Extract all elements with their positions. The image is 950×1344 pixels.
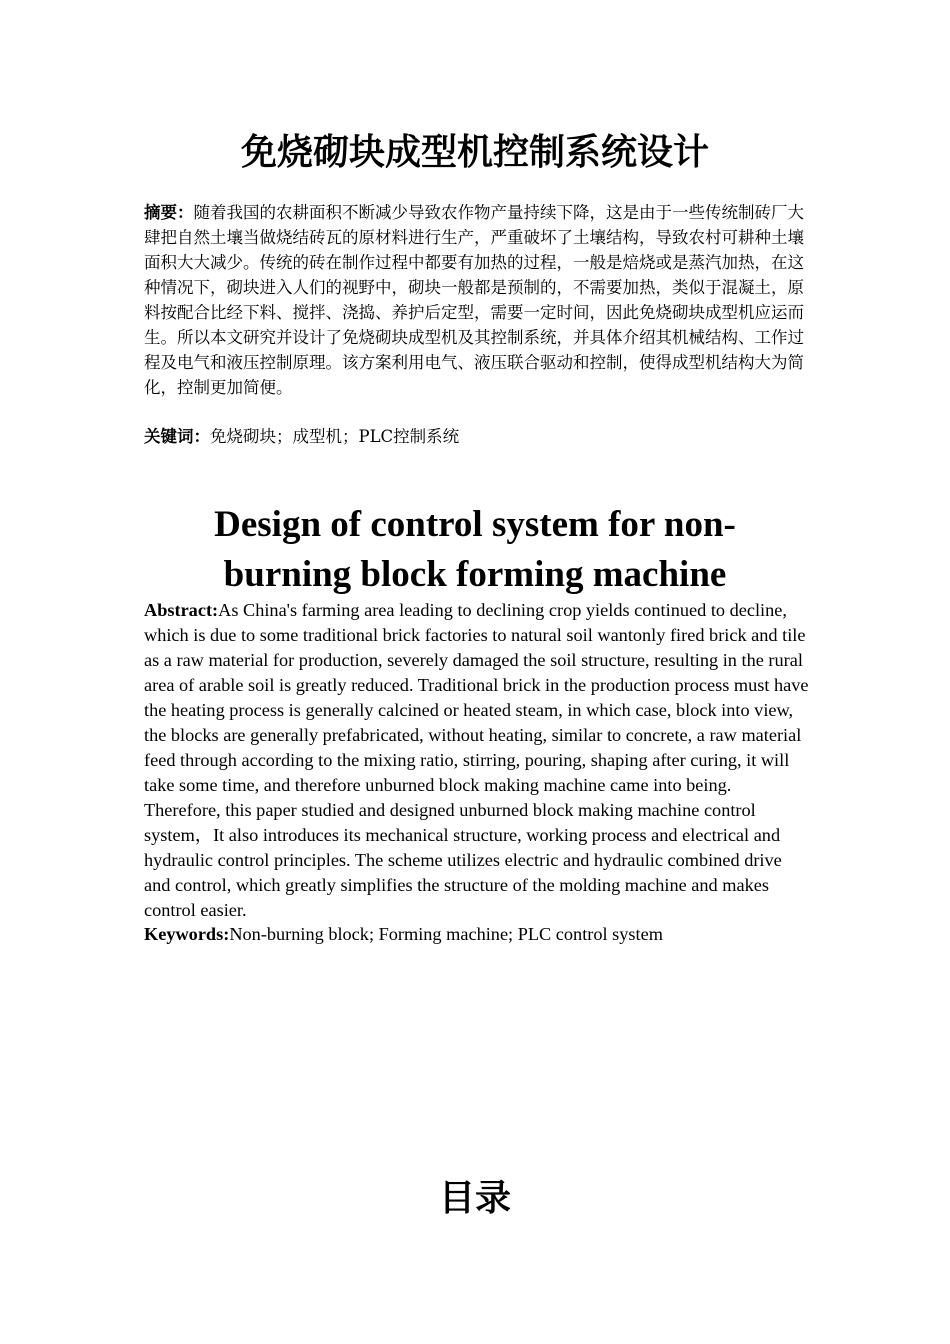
chinese-keywords bbox=[144, 424, 804, 449]
english-keywords-label: Keywords: bbox=[144, 924, 230, 944]
chinese-abstract-text: 随着我国的农耕面积不断减少导致农作物产量持续下降，这是由于一些传统制砖厂大肆把自然土壤当做烧结砖瓦的原材料进行生产，严重破坏了土壤结构，导致农村可耕种土壤面积大大减少。传统的砖在制作过程中都要有加热的过程，一般是焙烧或是蒸汽加热，在这种情况下，砌块进入人们的视野中，砌块一般都是预制的，不需要加热，类似于混凝土，原料按配合比经下料、搅拌、浇捣、养护后定型，需要一定时间，因此免烧砌块成型机应运而生。所以本文研究并设计了免烧砌块成型机及其控制系统，并具体介绍其机械结构、工作过程及电气和液压控制原理。该方案利用电气、液压联合驱动和控制，使得成型机结构大为简化，控制更加简便。 bbox=[144, 203, 804, 397]
english-keywords bbox=[144, 922, 809, 947]
english-abstract-label: Abstract: bbox=[144, 600, 219, 620]
table-of-contents-title: 目录 bbox=[438, 1178, 511, 1219]
chinese-title: 免烧砌块成型机控制系统设计 bbox=[240, 132, 709, 173]
chinese-abstract bbox=[144, 200, 804, 400]
chinese-keywords-text: 免烧砌块；成型机；PLC控制系统 bbox=[210, 427, 460, 446]
chinese-keywords-label: 关键词： bbox=[144, 427, 210, 446]
chinese-abstract-label: 摘要： bbox=[144, 203, 194, 222]
english-title: Design of control system for non-burning block forming machine bbox=[214, 504, 736, 595]
english-keywords-text: Non-burning block; Forming machine; PLC control system bbox=[229, 924, 663, 944]
english-abstract-text: As China's farming area leading to declining crop yields continued to decline, which is due to some traditional brick factories to natural soil wantonly fired brick and tile as a raw material for production, severely damaged the soil structure, resulting in the rural area of arable soil is greatly reduced. Traditional brick in the production process must have the heating process is generally calcined or heated steam, in which case, block into view, the blocks are generally prefabricated, without heating, similar to concrete, a raw material feed through according to the mixing ratio, stirring, pouring, shaping after curing, it will take some time, and therefore unburned block making machine came into being. Therefore, this paper studied and designed unburned block making machine control system，It also introduces its mechanical structure, working process and electrical and hydraulic control principles. The scheme utilizes electric and hydraulic combined drive and control, which greatly simplifies the structure of the molding machine and makes control easier. bbox=[144, 600, 809, 920]
english-abstract bbox=[144, 598, 809, 923]
